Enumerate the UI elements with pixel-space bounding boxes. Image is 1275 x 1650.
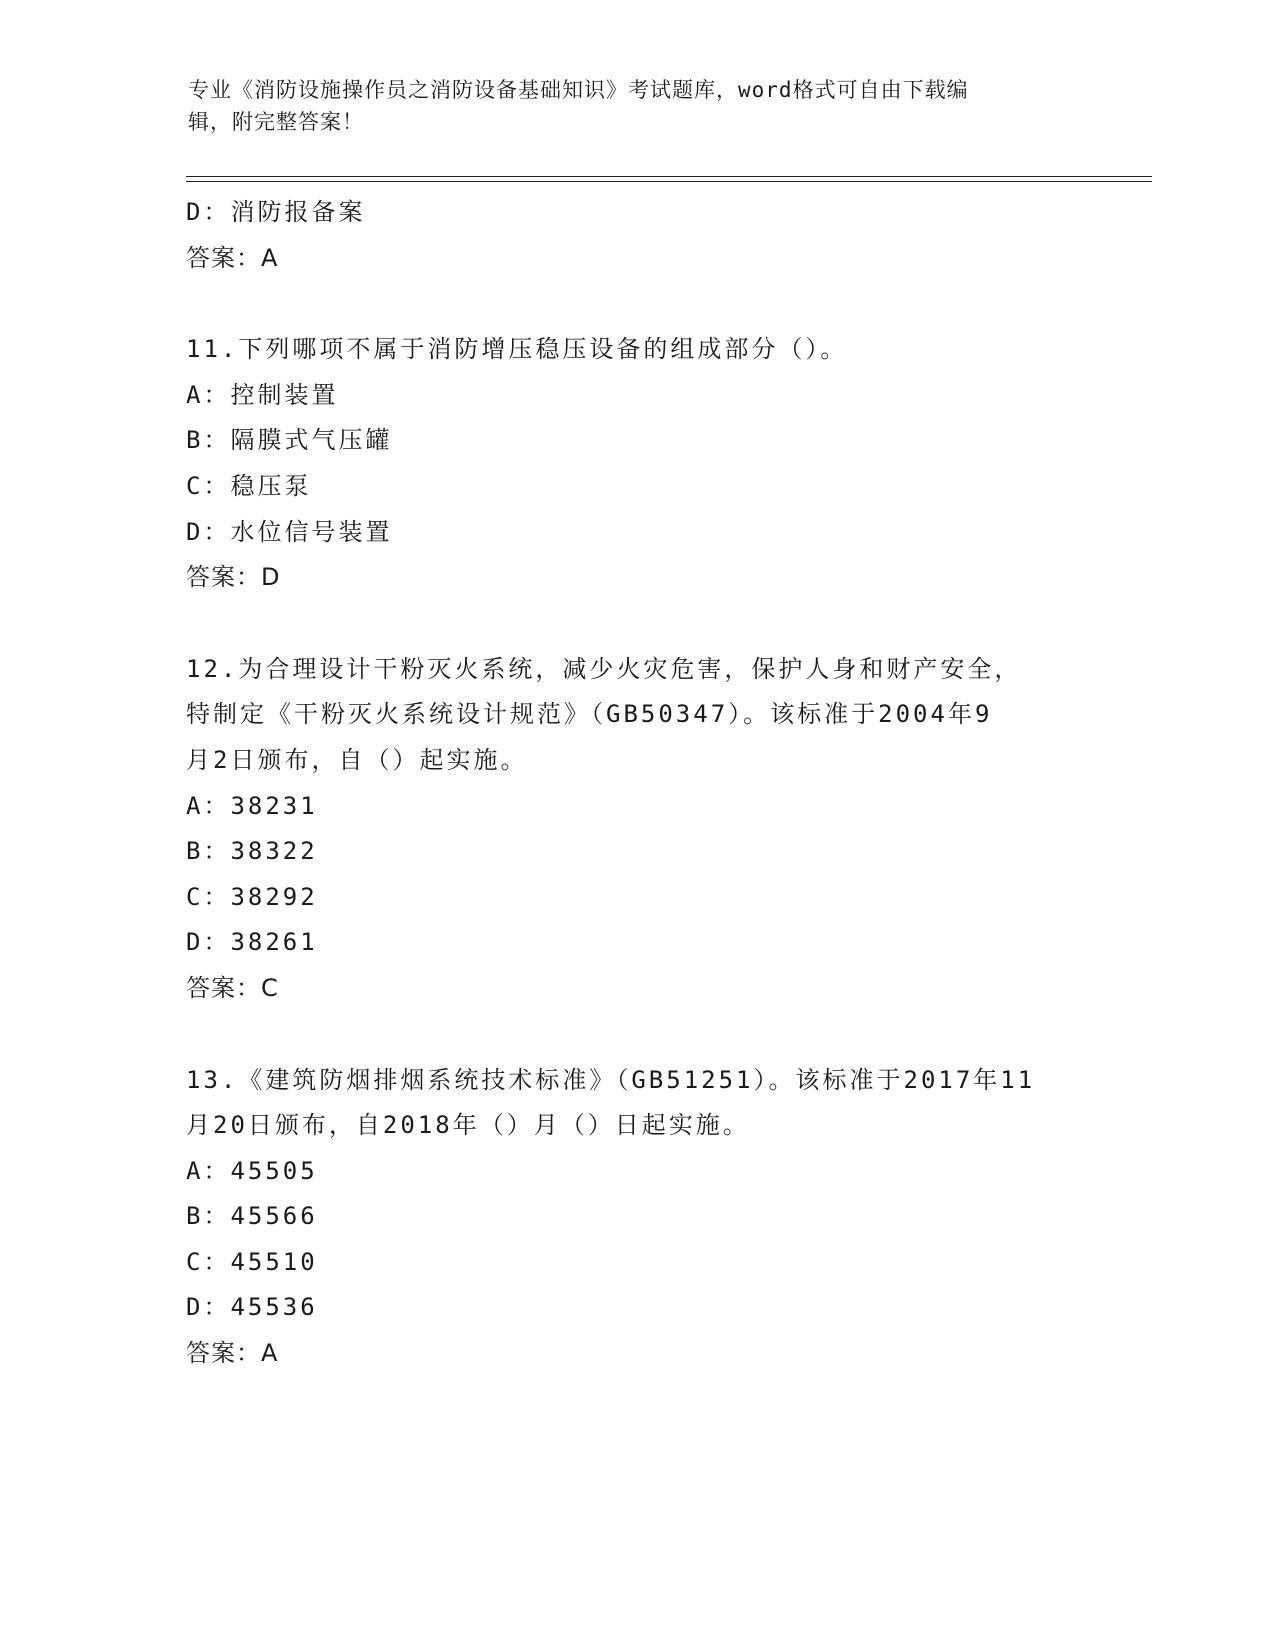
spacer: [186, 1012, 1086, 1058]
option-c: C：45510: [186, 1247, 318, 1276]
answer: 答案：C: [186, 973, 279, 1002]
option-c: C：稳压泵: [186, 471, 312, 500]
answer: 答案：D: [186, 563, 281, 592]
previous-question-tail: [186, 190, 1086, 281]
question-stem-line-1: 12.为合理设计干粉灭火系统，减少火灾危害，保护人身和财产安全，: [186, 654, 1022, 683]
option-c: C：38292: [186, 882, 318, 911]
question-stem-line-2: 特制定《干粉灭火系统设计规范》（GB50347）。该标准于2004年9: [186, 700, 993, 729]
question-stem-line-2: 月20日颁布，自2018年（）月（）日起实施。: [186, 1111, 750, 1140]
question-stem: 11.下列哪项不属于消防增压稳压设备的组成部分（）。: [186, 335, 848, 364]
option-d: D：消防报备案: [186, 198, 366, 226]
option-d: D：38261: [186, 928, 318, 957]
question-stem-line-3: 月2日颁布，自（）起实施。: [186, 745, 528, 774]
question-stem-line-1: 13.《建筑防烟排烟系统技术标准》（GB51251）。该标准于2017年11: [186, 1065, 1036, 1094]
answer: 答案：A: [186, 1339, 279, 1368]
question-11: [186, 327, 1086, 601]
header-line-2: 辑，附完整答案！: [188, 110, 364, 134]
header-line-1: 专业《消防设施操作员之消防设备基础知识》考试题库，word格式可自由下载编: [188, 78, 969, 102]
spacer: [186, 281, 1086, 327]
option-d: D：45536: [186, 1293, 318, 1322]
spacer: [186, 601, 1086, 647]
document-header: [188, 74, 1088, 138]
question-content: [186, 190, 1086, 1377]
header-divider-bottom: [186, 181, 1152, 182]
option-b: B：38322: [186, 837, 318, 866]
answer: 答案：A: [186, 243, 279, 272]
option-b: B：隔膜式气压罐: [186, 426, 393, 455]
option-a: A：45505: [186, 1156, 318, 1185]
option-b: B：45566: [186, 1202, 318, 1231]
question-13: [186, 1058, 1086, 1377]
option-a: A：控制装置: [186, 380, 339, 409]
question-12: [186, 647, 1086, 1012]
option-d: D：水位信号装置: [186, 517, 393, 546]
header-divider-top: [186, 176, 1152, 177]
option-a: A：38231: [186, 791, 318, 820]
